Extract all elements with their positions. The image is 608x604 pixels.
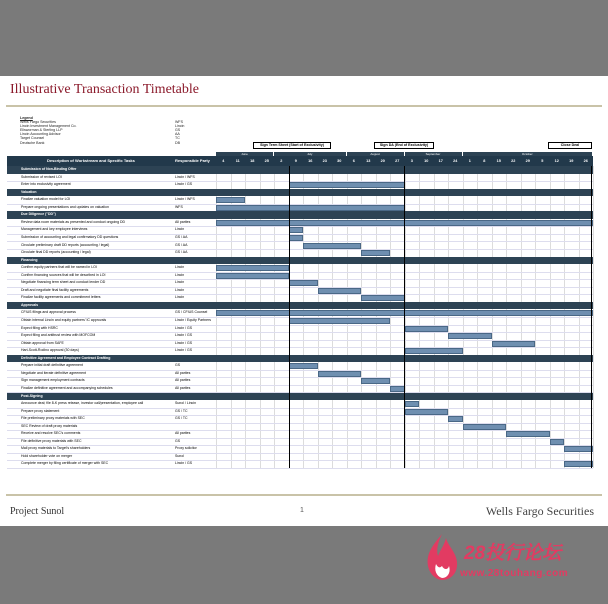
task-label: Prepare ongoing presentations and updates on valuation — [21, 204, 109, 209]
section-header — [7, 257, 593, 265]
gantt-bar — [405, 326, 449, 332]
week-label: 4 — [222, 159, 225, 163]
gantt-bar — [564, 461, 593, 467]
legend-heading: Legend — [20, 116, 33, 120]
gantt-bar — [564, 446, 593, 452]
gantt-bar — [448, 333, 492, 339]
milestone-line-da — [404, 166, 405, 468]
gantt-bar — [448, 416, 463, 422]
week-label: 13 — [366, 159, 371, 163]
footer-brand: Wells Fargo Securities — [485, 504, 594, 518]
gantt-bar — [361, 378, 390, 384]
gantt-bar — [318, 371, 362, 377]
milestone-close-deal: Close Deal — [548, 142, 592, 149]
task-label: Circulate final DD reports (accounting / legal) — [21, 250, 91, 255]
week-label: 16 — [308, 159, 313, 163]
task-label: Submission of accounting and legal confirmatory DD questions — [21, 234, 119, 239]
week-label: 19 — [569, 159, 574, 163]
section-label: Valuation — [21, 189, 37, 194]
legend-item-code: DB — [175, 140, 180, 145]
task-label: Negotiate financing term sheet and conduct lender DD — [21, 280, 106, 285]
task-party: GS / TC — [175, 416, 188, 421]
task-label: Circulate preliminary draft DD reports (accounting / legal) — [21, 242, 110, 247]
task-party: Lincin / Equity Partners — [175, 318, 211, 322]
title-divider — [6, 105, 602, 107]
week-label: 1 — [468, 159, 471, 163]
month-label: October — [463, 152, 594, 156]
gantt-bar — [303, 243, 361, 249]
section-label: Submission of Non-Binding Offer — [21, 167, 77, 171]
legend-item-code: Lincin — [175, 124, 185, 129]
task-label: Hold shareholder vote on merger — [21, 453, 73, 458]
week-label: 17 — [438, 159, 443, 163]
task-party: Lincin / GS — [175, 333, 193, 338]
week-label: 3 — [410, 159, 413, 163]
week-label: 29 — [525, 159, 530, 163]
week-label: 9 — [294, 159, 297, 163]
task-label: Hart-Scott-Rodino approval (30 days) — [21, 348, 79, 353]
section-label: Definitive Agreement and Employee Contract Drafting — [21, 355, 111, 360]
gantt-bar — [405, 401, 420, 407]
task-party: Lincin — [175, 227, 185, 232]
gantt-bar — [390, 386, 405, 392]
task-party: Lincin — [175, 272, 185, 277]
week-label: 27 — [395, 159, 400, 163]
task-row — [7, 460, 593, 469]
legend-item-name: Deutsche Bank — [20, 140, 45, 145]
task-label: File definitive proxy materials with SEC — [21, 438, 82, 443]
task-label: Draft and negotiate final facility agreements — [21, 287, 89, 292]
task-party: All parties — [175, 431, 191, 436]
week-label: 22 — [511, 159, 516, 163]
legend-item-name: Lincin Investment Management Co. — [20, 124, 77, 129]
task-label: Review data room materials as presented and conduct ongoing DD — [21, 219, 126, 224]
task-label: Announce deal; file 8-K press release, investor call/presentation, employee call — [21, 401, 144, 406]
task-party: Lincin / WFS — [175, 197, 195, 202]
week-label: 5 — [541, 159, 544, 163]
gantt-bar — [216, 197, 245, 203]
section-header — [7, 211, 593, 219]
week-label: 18 — [250, 159, 255, 163]
week-label: 10 — [424, 159, 429, 163]
gantt-bar — [506, 431, 550, 437]
task-party: Proxy solicitor — [175, 446, 197, 451]
milestone-sign-term-sheet: Sign Term Sheet (Start of Exclusivity) — [253, 142, 331, 149]
header-party: Responsible Party — [175, 158, 210, 163]
task-party: Lincin — [175, 295, 185, 300]
legend-item-name: Ellsworman & Sterling LLP — [20, 128, 63, 133]
section-label: Post-Signing — [21, 393, 43, 398]
task-party: GS / CFIUS Counsel — [175, 310, 208, 315]
task-label: Obtain approval from SAFE — [21, 340, 64, 345]
gantt-bar — [318, 288, 362, 294]
milestone-line-term-sheet — [289, 166, 290, 468]
task-party: WFS — [175, 204, 183, 209]
legend-item-name: Wells Fargo Securities — [20, 120, 56, 125]
task-label: Negotiate and iterate definitive agreement — [21, 370, 86, 375]
milestone-sign-da: Sign DA (End of Exclusivity) — [374, 142, 434, 149]
task-party: All parties — [175, 385, 191, 390]
section-label: Due Diligence ("DD") — [21, 212, 56, 217]
section-header — [7, 393, 593, 401]
week-label: 24 — [453, 159, 458, 163]
week-label: 30 — [337, 159, 342, 163]
gantt-bar — [550, 439, 565, 445]
task-party: GS / TC — [175, 408, 188, 413]
task-label: Enter into exclusivity agreement — [21, 182, 71, 187]
task-party: Lincin / GS — [175, 340, 193, 345]
task-label: Finalize definitive agreement and accompanying schedules — [21, 385, 113, 390]
week-label: 25 — [264, 159, 269, 163]
task-party: Lincin / GS — [175, 325, 193, 330]
section-header — [7, 166, 593, 174]
flame-logo-icon — [424, 532, 460, 582]
gantt-bar — [361, 295, 405, 301]
task-party: Lincin / GS — [175, 182, 193, 187]
document-page — [0, 76, 608, 526]
week-headers — [216, 156, 593, 166]
task-label: Expect filing and antitrust review with MOFCOM — [21, 333, 96, 338]
task-party: GS / AA — [175, 234, 188, 239]
task-party: Lincin / GS — [175, 348, 193, 353]
task-party: Lincin — [175, 280, 185, 285]
gantt-bar — [289, 227, 304, 233]
footer-project-name: Project Sunol — [10, 506, 65, 517]
gantt-bar — [289, 318, 391, 324]
week-label: 15 — [496, 159, 501, 163]
task-label: Finalize facility agreements and commitment letters — [21, 295, 101, 300]
task-label: Prepare proxy statement — [21, 408, 60, 413]
task-party: Sunol — [175, 453, 184, 458]
week-label: 6 — [352, 159, 355, 163]
gantt-bar — [289, 235, 304, 241]
task-label: File preliminary proxy materials with SEC — [21, 416, 85, 421]
legend-item-code: TC — [175, 136, 180, 141]
task-party: Lincin — [175, 265, 185, 270]
legend-item-name: Lincin Accounting Advisor — [20, 132, 61, 137]
legend-item-name: Target Counsel — [20, 136, 45, 141]
gantt-bar — [289, 280, 318, 286]
task-label: Obtain internal Lincin and equity partners' IC approvals — [21, 318, 107, 322]
week-label: 2 — [280, 159, 283, 163]
task-label: Complete merger by filing certificate of merger with SEC — [21, 461, 109, 466]
section-header — [7, 355, 593, 363]
task-label: Sign management employment contracts — [21, 378, 85, 383]
legend-item-code: GS — [175, 128, 181, 133]
legend — [20, 116, 184, 145]
watermark — [420, 530, 600, 590]
legend-item — [20, 141, 184, 145]
task-label: Mail proxy materials to Target's shareholders — [21, 446, 91, 451]
gantt-bar — [216, 273, 289, 279]
task-party: GS — [175, 363, 181, 368]
task-label: Confirm equity partners that will be named in LOI — [21, 265, 97, 270]
task-label: Submission of revised LOI — [21, 174, 62, 179]
page-title: Illustrative Transaction Timetable — [10, 82, 199, 97]
task-party: All parties — [175, 378, 191, 383]
gantt-bar — [361, 250, 390, 256]
section-header — [7, 189, 593, 197]
week-label: 12 — [554, 159, 559, 163]
task-party: Lincin / WFS — [175, 174, 195, 179]
task-party: Sunol / Lincin — [175, 401, 197, 406]
header-description: Description of Workstream and Specific Tasks — [47, 158, 135, 163]
gantt-bar — [289, 363, 318, 369]
week-label: 11 — [235, 159, 240, 163]
task-label: Prepare initial draft definitive agreement — [21, 363, 83, 368]
month-label: September — [405, 152, 463, 156]
task-party: Lincin / GS — [175, 461, 193, 466]
gantt-header — [7, 156, 593, 166]
month-label: June — [216, 152, 274, 156]
legend-items — [20, 120, 184, 145]
month-label: July — [274, 152, 347, 156]
task-party: GS / AA — [175, 242, 188, 247]
week-label: 8 — [483, 159, 486, 163]
task-label: Expect filing with HSRC — [21, 325, 58, 330]
task-party: All parties — [175, 219, 191, 224]
task-label: Finalize valuation model for LOI — [21, 197, 71, 202]
footer-divider — [6, 494, 602, 496]
task-party: GS — [175, 438, 181, 443]
section-label: Financing — [21, 257, 38, 262]
task-party: All parties — [175, 370, 191, 375]
gantt-bar — [289, 182, 405, 188]
task-label: Receive and resolve SEC's comments — [21, 431, 81, 436]
watermark-url: www.28touhang.com — [460, 568, 569, 579]
gantt-bar — [405, 348, 463, 354]
week-label: 23 — [322, 159, 327, 163]
gantt-bar — [216, 205, 405, 211]
task-party: Lincin — [175, 287, 185, 292]
page-number: 1 — [300, 507, 304, 514]
gantt-bar — [492, 341, 536, 347]
week-label: 26 — [583, 159, 588, 163]
task-party: GS / AA — [175, 250, 188, 255]
task-label: SEC Review of draft proxy materials — [21, 423, 78, 428]
gridline — [593, 166, 594, 468]
section-header — [7, 302, 593, 310]
week-label: 20 — [380, 159, 385, 163]
task-label: Management and key employee interviews — [21, 227, 88, 232]
milestone-line-close — [591, 166, 592, 468]
section-label: Approvals — [21, 302, 39, 307]
watermark-brand: 28投行论坛 — [464, 543, 562, 564]
gantt-bar — [216, 265, 289, 271]
gantt-bar — [405, 409, 449, 415]
month-label: August — [347, 152, 405, 156]
legend-item-code: AA — [175, 132, 180, 137]
legend-item-code: WFS — [175, 120, 183, 125]
task-label: CFIUS filings and approval process — [21, 310, 76, 315]
task-label: Confirm financing sources that will be described in LOI — [21, 272, 106, 277]
gantt-bar — [463, 424, 507, 430]
